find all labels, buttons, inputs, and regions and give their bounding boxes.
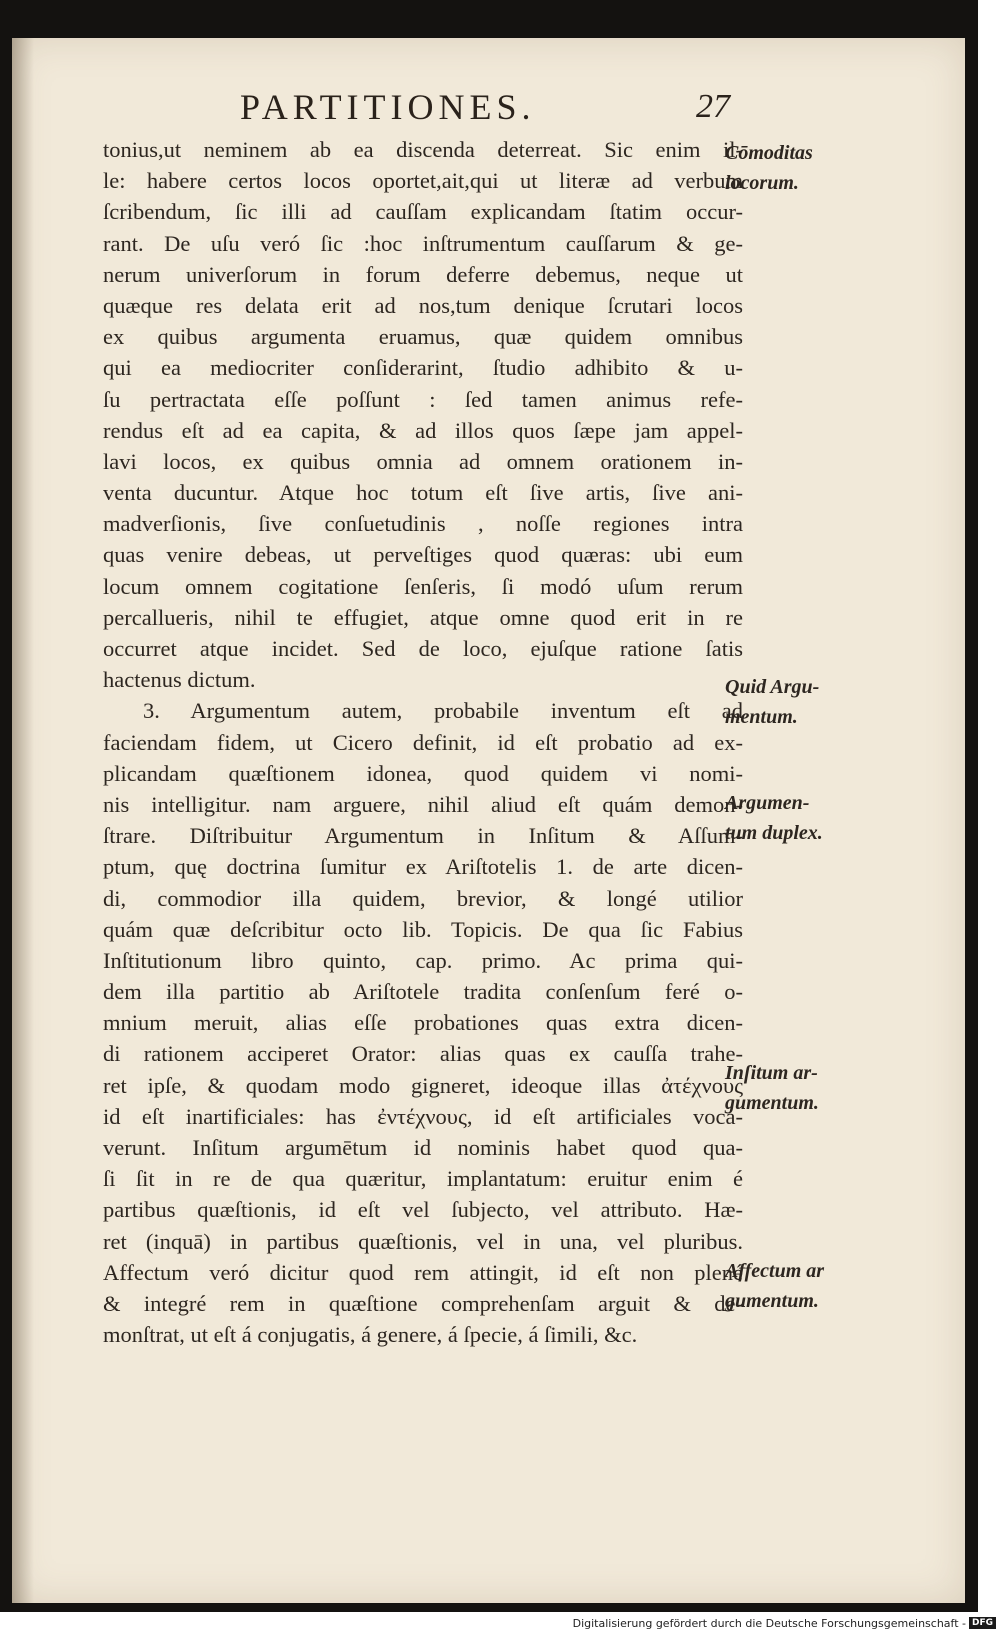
marginal-note-line: gumentum. [725,1092,819,1114]
marginal-note-line: tum duplex. [725,822,823,844]
marginal-note-line: mentum. [725,706,798,728]
main-text-block [103,134,743,1350]
page-number: 27 [696,88,730,125]
text-line: nis intelligitur. nam arguere, nihil aliud eſt quám demon- [103,791,743,817]
text-line: Inſtitutionum libro quinto, cap. primo. Ac prima qui- [103,947,743,973]
text-line: di rationem acciperet Orator: alias quas ex cauſſa trahe- [103,1041,743,1067]
text-line: madverſionis, ſive conſuetudinis , noſſe regiones intra [103,511,743,537]
text-line: ptum, quę doctrina ſumitur ex Ariſtotelis 1. de arte dicen- [103,854,743,880]
text-line: rant. De uſu veró ſic :hoc inſtrumentum cauſſarum & ge- [103,230,743,256]
marginal-note-line: Argumen- [725,792,810,814]
text-line: quas venire debeas, ut perveſtiges quod quæras: ubi eum [103,542,743,568]
running-head-title: PARTITIONES. [240,87,536,127]
text-line: ſtrare. Diſtribuitur Argumentum in Inſitum & Aſſum- [103,823,743,849]
text-line: occurret atque incidet. Sed de loco, ejuſque ratione ſatis [103,636,743,661]
marginal-note-line: Quid Argu- [725,676,820,698]
marginal-note-quid-argumentum [725,672,875,732]
text-line: ſi ſit in re de qua quæritur, implantatum: eruitur enim é [103,1166,743,1192]
text-line: nerum univerſorum in forum deferre debemus, neque ut [103,261,743,287]
text-line: monſtrat, ut eſt á conjugatis, á genere, á ſpecie, á ſimili, &c. [103,1322,638,1348]
text-line: partibus quæſtionis, id eſt vel ſubjecto, vel attributo. Hæ- [103,1197,743,1223]
text-line: id eſt inartificiales: has ἐντέχνους, id eſt artificiales voca- [103,1103,743,1129]
text-line: tonius,ut neminem ab ea discenda deterreat. Sic enim il- [103,137,743,162]
text-line: & integré rem in quæſtione comprehenſam arguit & de- [103,1290,743,1316]
credit-text: Digitalisierung gefördert durch die Deutsche Forschungsgemeinschaft - [572,1616,966,1630]
marginal-note-insitum-argumentum [725,1058,875,1118]
text-line: faciendam fidem, ut Cicero definit, id eſt probatio ad ex- [103,729,743,755]
text-line: dem illa partitio ab Ariſtotele tradita conſenſum feré o- [103,979,743,1005]
text-line: ret (inquā) in partibus quæſtionis, vel in una, vel pluribus. [103,1228,743,1254]
marginal-note-line: Inſitum ar- [725,1062,818,1084]
text-line: hactenus dictum. [103,667,256,693]
marginal-note-line: gumentum. [725,1290,819,1312]
text-line: le: habere certos locos oportet,ait,qui ut literæ ad verbum [103,168,743,194]
page-edge-shadow [12,38,34,1603]
text-line: Affectum veró dicitur quod rem attingit, id eſt non plené [103,1259,743,1285]
book-page [12,38,965,1603]
text-line: percallueris, nihil te effugiet, atque omne quod erit in re [103,604,743,630]
text-line: ex quibus argumenta eruamus, quæ quidem omnibus [103,324,743,350]
running-head [240,86,730,136]
text-line: venta ducuntur. Atque hoc totum eſt ſive artis, ſive ani- [103,480,743,506]
text-line: quám quæ deſcribitur octo lib. Topicis. De qua ſic Fabius [103,916,743,942]
dfg-logo: DFG [969,1617,996,1629]
text-line: 3. Argumentum autem, probabile inventum eſt ad [143,698,743,724]
marginal-note-line: locorum. [725,172,799,194]
marginal-note-line: Affectum ar [725,1260,825,1282]
marginal-note-affectum-argumentum [725,1256,875,1316]
marginal-note-line: Cōmoditas [725,142,813,164]
text-line: ſcribendum, ſic illi ad cauſſam explicandam ſtatim occur- [103,199,743,225]
text-line: verunt. Inſitum argumētum id nominis habet quod qua- [103,1135,743,1160]
text-line: locum omnem cogitatione ſenſeris, ſi modó uſum rerum [103,573,743,599]
text-line: ret ipſe, & quodam modo gigneret, ideoque illas ἀτέχνους [103,1072,743,1098]
text-line: lavi locos, ex quibus omnia ad omnem orationem in- [103,448,743,474]
text-line: mnium meruit, alias eſſe probationes quas extra dicen- [103,1010,743,1036]
digitization-credit [573,1615,996,1631]
text-line: rendus eſt ad ea capita, & ad illos quos ſæpe jam appel- [103,417,743,443]
text-line: di, commodior illa quidem, brevior, & longé utilior [103,885,743,911]
text-line: qui ea mediocriter conſiderarint, ſtudio adhibito & u- [103,355,743,381]
marginal-note-argumentum-duplex [725,788,875,848]
text-line: plicandam quæſtionem idonea, quod quidem vi nomi- [103,760,743,786]
marginal-note-comoditas [725,138,875,198]
text-line: ſu pertractata eſſe poſſunt : ſed tamen animus refe- [103,386,743,412]
text-line: quæque res delata erit ad nos,tum denique ſcrutari locos [103,292,743,318]
